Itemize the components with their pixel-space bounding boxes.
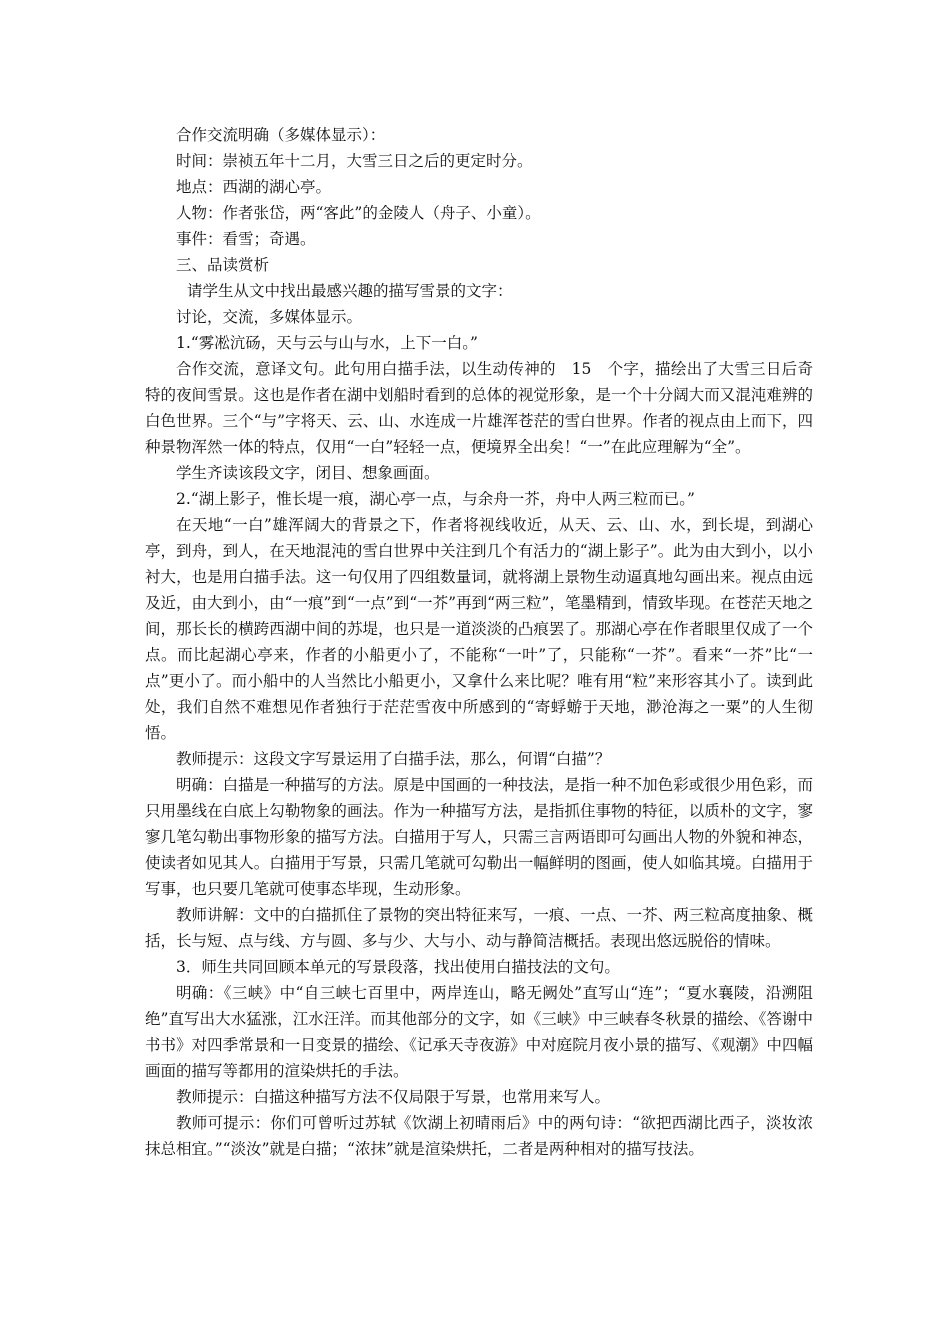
paragraph: 明确：白描是一种描写的方法。原是中国画的一种技法，是指一种不加色彩或很少用色彩，而只用墨线在白底上勾勒物象的画法。作为一种描写方法，是指抓住事物的特征，以质朴的文字，寥寥几笔勾勒出事物形象的描写方法。白描用于写人，只需三言两语即可勾画出人物的外貌和神态，使读者如见其人。白描用于写景，只需几笔就可勾勒出一幅鲜明的图画，使人如临其境。白描用于写事，也只要几笔就可使事态毕现，生动形象。 <box>145 776 813 898</box>
paragraph: 教师可提示：你们可曾听过苏轼《饮湖上初晴雨后》中的两句诗：“欲把西湖比西子，淡妆浓抹总相宜。”“淡汝”就是白描；“浓抹”就是渲染烘托，二者是两种相对的描写技法。 <box>145 1114 813 1158</box>
paragraph: 讨论，交流，多媒体显示。 <box>176 308 363 326</box>
paragraph: 合作交流明确（多媒体显示）： <box>176 126 386 144</box>
paragraph: 在天地“一白”雄浑阔大的背景之下，作者将视线收近，从天、云、山、水，到长堤，到湖心亭，到舟，到人，在天地混沌的雪白世界中关注到几个有活力的“湖上影子”。此为由大到小，以小衬大，也是用白描手法。这一句仅用了四组数量词，就将湖上景物生动逼真地勾画出来。视点由远及近，由大到小，由“一痕”到“一点”到“一芥”再到“两三粒”，笔墨精到，情致毕现。在苍茫天地之间，那长长的横跨西湖中间的苏堤，也只是一道淡淡的凸痕罢了。那湖心亭在作者眼里仅成了一个点。而比起湖心亭来，作者的小船更小了，不能称“一叶”了，只能称“一芥”。看来“一芥”比“一点”更小了。而小船中的人当然比小船更小，又拿什么来比呢？唯有用“粒”来形容其小了。读到此处，我们自然不难想见作者独行于茫茫雪夜中所感到的“寄蜉蝣于天地，渺沧海之一粟”的人生彻悟。 <box>145 516 813 742</box>
paragraph: 学生齐读该段文字，闭目、想象画面。 <box>176 464 440 482</box>
paragraph: 事件：看雪；奇遇。 <box>176 230 316 248</box>
paragraph: 3．师生共同回顾本单元的写景段落，找出使用白描技法的文句。 <box>176 958 620 976</box>
paragraph: 2.“湖上影子，惟长堤一痕，湖心亭一点，与余舟一芥，舟中人两三粒而已。” <box>176 490 695 508</box>
paragraph: 合作交流，意译文句。此句用白描手法，以生动传神的 15 个字，描绘出了大雪三日后奇特的夜间雪景。这也是作者在湖中划船时看到的总体的视觉形象，是一个十分阔大而又混沌难辨的白色世界。三个“与”字将天、云、山、水连成一片雄浑苍茫的雪白世界。作者的视点由上而下，四种景物浑然一体的特点，仅用“一白”轻轻一点，便境界全出矣！“一”在此应理解为“全”。 <box>145 360 813 456</box>
paragraph: 教师提示：白描这种描写方法不仅局限于写景，也常用来写人。 <box>176 1088 611 1106</box>
paragraph: 教师讲解：文中的白描抓住了景物的突出特征来写，一痕、一点、一芥、两三粒高度抽象、概括，长与短、点与线、方与圆、多与少、大与小、动与静简洁概括。表现出悠远脱俗的情味。 <box>145 906 813 950</box>
paragraph: 三、品读赏析 <box>176 256 270 274</box>
paragraph: 人物：作者张岱，两“客此”的金陵人（舟子、小童）。 <box>176 204 541 222</box>
paragraph: 请学生从文中找出最感兴趣的描写雪景的文字： <box>187 282 513 300</box>
paragraph: 1.“雾凇沆砀，天与云与山与水，上下一白。” <box>176 334 478 352</box>
paragraph: 时间：崇祯五年十二月，大雪三日之后的更定时分。 <box>176 152 533 170</box>
paragraph: 明确：《三峡》中“自三峡七百里中，两岸连山，略无阙处”直写山“连”；“夏水襄陵，沿溯阻绝”直写出大水猛涨，江水汪洋。而其他部分的文字，如《三峡》中三峡春冬秋景的描绘、《答谢中书书》对四季常景和一日变景的描绘、《记承天寺夜游》中对庭院月夜小景的描写、《观潮》中四幅画面的描写等都用的渲染烘托的手法。 <box>145 984 813 1080</box>
paragraph: 教师提示：这段文字写景运用了白描手法，那么，何谓“白描”？ <box>176 750 611 768</box>
paragraph: 地点：西湖的湖心亭。 <box>176 178 332 196</box>
document-body <box>145 122 813 1162</box>
